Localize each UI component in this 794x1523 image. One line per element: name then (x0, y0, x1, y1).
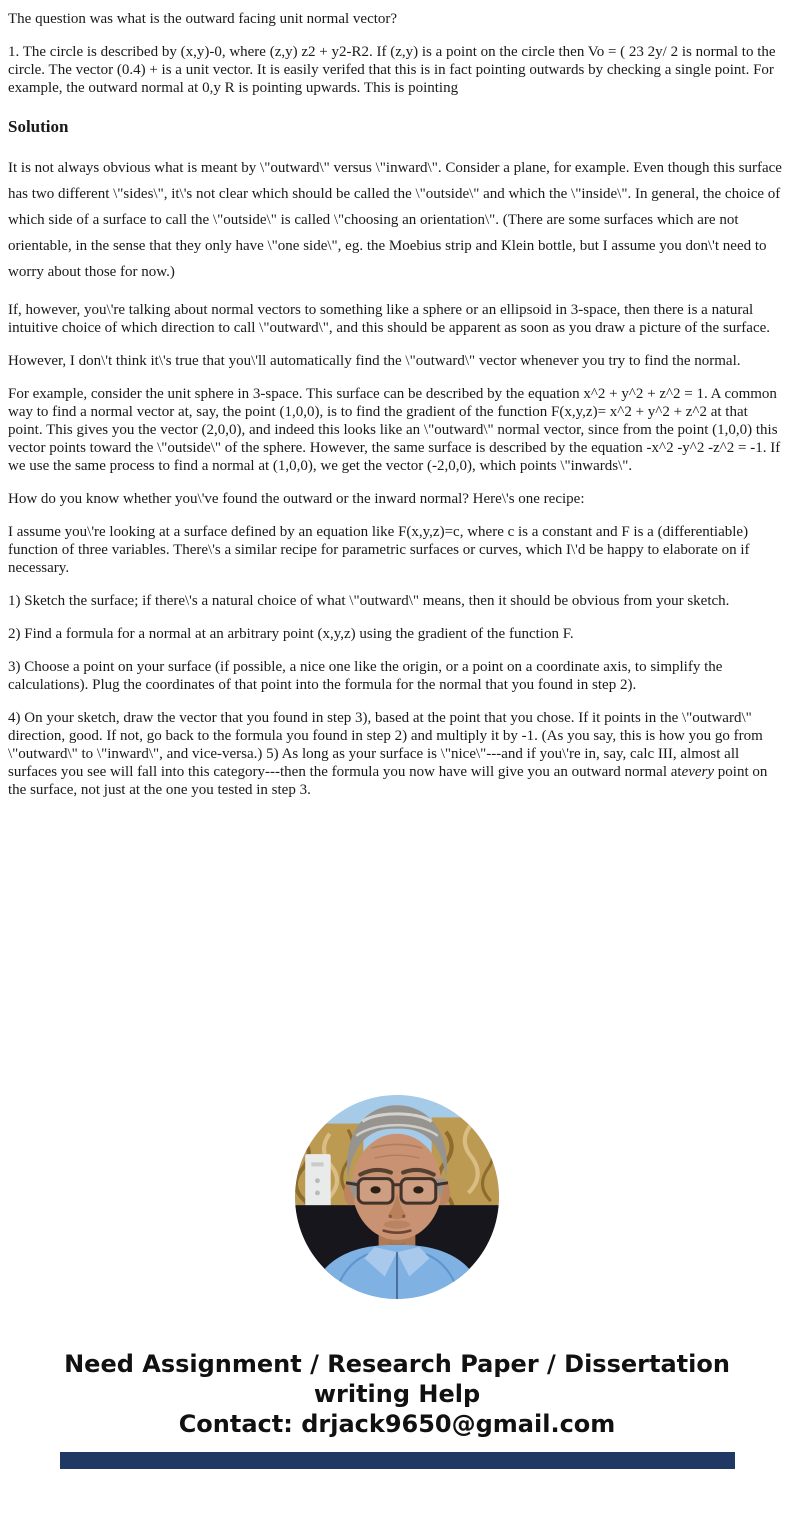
solution-paragraph: How do you know whether you\'ve found the outward or the inward normal? Here\'s one recipe: (8, 491, 585, 507)
solution-paragraph: 2) Find a formula for a normal at an arbitrary point (x,y,z) using the gradient of the function F. (8, 626, 574, 642)
final-paragraph-text: point on the surface, not just at the one you tested in step 3. (8, 764, 768, 798)
solution-paragraph: If, however, you\'re talking about normal vectors to something like a sphere or an ellipsoid in 3-space, then there is a natural intuitive choice of which direction to call \"outward\", and this should be apparent as soon as you draw a picture of the surface. (8, 302, 771, 336)
question-text: The question was what is the outward facing unit normal vector? (8, 11, 398, 27)
solution-final-paragraph (8, 709, 786, 799)
answer-document (0, 10, 794, 799)
solution-paragraph: However, I don\'t think it\'s true that you\'ll automatically find the \"outward\" vector whenever you try to find the normal. (8, 353, 741, 369)
solution-heading: Solution (8, 117, 69, 136)
final-paragraph-text: 4) On your sketch, draw the vector that you found in step 3), based at the point that you chose. If it points in the \"outward\" direction, good. If not, go back to the formula you found in step 2) and multiply it by -1. (As you say, this is how you go from \"outward\" to \"inward\", and vice-versa.) 5) As long as your surface is \"nice\"---and if you\'re in, say, calc III, almost all surfaces you see will fall into this category---then the formula you now have will give you an outward normal at (8, 710, 763, 780)
solution-paragraph: It is not always obvious what is meant by \"outward\" versus \"inward\". Consider a plane, for example. Even though this surface has two different \"sides\", it\'s not clear which should be called the \"outside\" and which the \"inside\". In general, the choice of which side of a surface to call the \"outside\" is called \"choosing an orientation\". (There are some surfaces which are not orientable, in the sense that they only have \"one side\", eg. the Moebius strip and Klein bottle, but I assume you don\'t need to worry about those for now.) (8, 160, 782, 280)
footer-promo (0, 1349, 794, 1439)
solution-paragraph: 1) Sketch the surface; if there\'s a natural choice of what \"outward\" means, then it should be obvious from your sketch. (8, 593, 730, 609)
solution-paragraph: 3) Choose a point on your surface (if possible, a nice one like the origin, or a point on a coordinate axis, to simplify the calculations). Plug the coordinates of that point into the formula for the normal that you found in step 2). (8, 659, 723, 693)
final-paragraph-italic-word: every (681, 764, 715, 780)
tutor-photo-illustration (295, 1095, 499, 1299)
solution-paragraph: For example, consider the unit sphere in 3-space. This surface can be described by the equation x^2 + y^2 + z^2 = 1. A common way to find a normal vector at, say, the point (1,0,0), is to find the gradient of the function F(x,y,z)= x^2 + y^2 + z^2 at that point. This gives you the vector (2,0,0), and indeed this looks like an \"outward\" normal vector, since from the point (1,0,0) this vector points toward the \"outside\" of the sphere. However, the same surface is described by the equation -x^2 -y^2 -z^2 = -1. If we use the same process to find a normal at (1,0,0), we get the vector (-2,0,0), which points \"inwards\". (8, 386, 781, 474)
footer-contact-email: Contact: drjack9650@gmail.com (178, 1410, 616, 1438)
tutor-avatar (295, 1095, 499, 1299)
footer-headline: Need Assignment / Research Paper / Dissertation writing Help (64, 1350, 730, 1408)
solution-paragraph: I assume you\'re looking at a surface defined by an equation like F(x,y,z)=c, where c is a constant and F is a (differentiable) function of three variables. There\'s a similar recipe for parametric surfaces or curves, which I\'d be happy to elaborate on if necessary. (8, 524, 750, 576)
bottom-bar (60, 1452, 735, 1469)
attempt-text: 1. The circle is described by (x,y)-0, where (z,y) z2 + y2-R2. If (z,y) is a point on the circle then Vo = ( 23 2y/ 2 is normal to the circle. The vector (0.4) + is a unit vector. It is easily verifed that this is in fact pointing outwards by checking a single point. For example, the outward normal at 0,y R is pointing upwards. This is pointing (8, 44, 776, 96)
